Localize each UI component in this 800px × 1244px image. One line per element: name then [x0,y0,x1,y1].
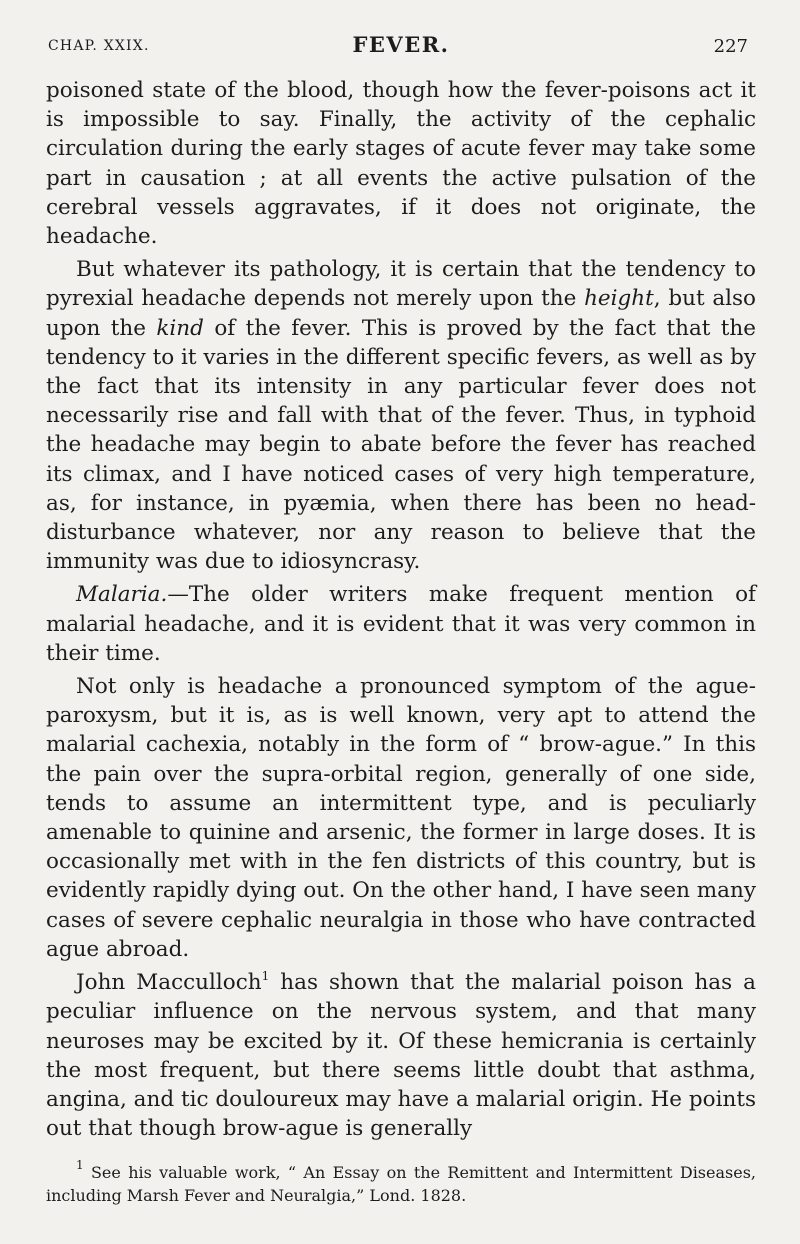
paragraph-2-text-b: , but also upon the [46,286,756,341]
paragraph-2-text-c: of the fever. This is proved by the fact that the tendency to it varies in the different specific fevers, as well as by the fact that its intensity in any particular fever does not necessarily rise and fall with that of the fever. Thus, in typhoid the headache may begin to abate before the fever has reached its climax, and I have noticed cases of very high temperature, as, for instance, in pyæmia, when there has been no head-disturbance whatever, nor any reason to believe that the immunity was due to idiosyncrasy. [46,315,757,575]
footnote-text: See his valuable work, “ An Essay on the Remittent and Intermittent Diseases, including Marsh Fever and Neuralgia,” Lond. 1828. [46,1163,756,1206]
paragraph-2 [46,255,756,576]
running-head [46,30,756,64]
paragraph-2-text-a: But whatever its pathology, it is certain that the tendency to pyrexial headache depends not merely upon the [46,257,756,312]
paragraph-4-text: Not only is headache a pronounced symptom of the ague-paroxysm, but it is, as is well known, very apt to attend the malarial cachexia, notably in the form of “ brow-ague.” In this the pain over the supra-orbital region, generally of one side, tends to assume an intermittent type, and is peculiarly amenable to quinine and arsenic, the former in large doses. It is occasionally met with in the fen districts of this country, but is evidently rapidly dying out. On the other hand, I have seen many cases of severe cephalic neuralgia in those who have contracted ague abroad. [46,674,756,962]
section-heading-malaria: Malaria. [76,582,168,608]
paragraph-5-text-a: John Macculloch [76,970,262,996]
paragraph-3-text: —The older writers make frequent mention of malarial headache, and it is evident that it was very common in their time. [46,582,756,666]
emphasis-kind: kind [156,315,204,341]
paragraph-5-text-b: has shown that the malarial poison has a peculiar influence on the nervous system, and that many neuroses may be excited by it. Of these hemicrania is certainly the most frequent, but there seems little doubt that asthma, angina, and tic douloureux may have a malarial origin. He points out that though brow-ague is generally [46,970,756,1142]
footnote-marker: 1 [76,1158,84,1173]
body-text [46,76,756,1143]
page-title: FEVER. [352,32,450,57]
emphasis-height: height [584,286,654,312]
paragraph-1-text: poisoned state of the blood, though how the fever-poisons act it is impossible to say. Finally, the activity of the cephalic circulation during the early stages of acute fever may take some part in causation ; at all events the active pulsation of the cerebral vessels aggravates, if it does not originate, the headache. [46,78,756,250]
page-number: 227 [713,36,748,57]
paragraph-1 [46,76,756,251]
footnote-reference: 1 [261,969,270,984]
paragraph-3 [46,580,756,668]
paragraph-4 [46,672,756,964]
chapter-label: CHAP. XXIX. [48,38,150,54]
footnote [46,1158,756,1207]
paragraph-5 [46,968,756,1143]
